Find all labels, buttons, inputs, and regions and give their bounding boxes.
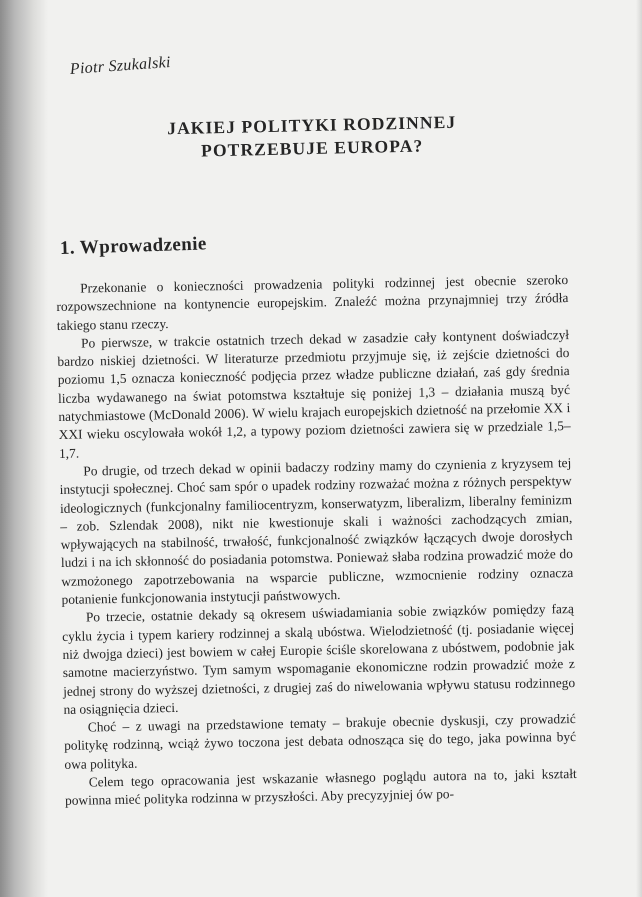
author-name: Piotr Szukalski — [69, 53, 172, 78]
article-title — [82, 109, 543, 165]
section-heading: 1. Wprowadzenie — [59, 233, 207, 259]
body-text — [56, 271, 577, 810]
title-line-2: POTRZEBUJE EUROPA? — [200, 135, 424, 161]
paragraph: Choć – z uwagi na przedstawione tematy – brakuje obecnie dyskusji, czy prowadzić politykę rodzinną, wciąż żywo toczona jest debata odnosząca się do tego, jaka powinna być owa polityka. — [64, 711, 577, 772]
paragraph: Po drugie, od trzech dekad w opinii badaczy rodziny mamy do czynienia z kryzysem tej instytucji społecznej. Choć sam spór o upadek rodziny rozważać można z różnych perspektyw ideologicznych (funkcjonalny familiocentryzm, konserwatyzm, liberalizm, liberalny feminizm – zob. Szlendak 2008), nikt nie kwestionuje skali i ważności zachodzących zmian, wpływających na stabilność, trwałość, funkcjonalność związków łączących dwoje dorosłych ludzi i na ich skłonność do posiadania potomstwa. Ponieważ słaba rodzina prowadzić może do wzmożonego zapotrzebowania na wsparcie publiczne, wzmocnienie rodziny oznacza potanienie funkcjonowania instytucji państwowych. — [59, 455, 574, 607]
paragraph: Po pierwsze, w trakcie ostatnich trzech dekad w zasadzie cały kontynent doświadczył bardzo niskiej dzietności. W literaturze przedmiotu przyjmuje się, iż zejście dzietności do poziomu 1,5 oznacza konieczność podjęcia przez władze publiczne działań, zaś gdy średnia liczba wydawanego na świat potomstwa kształtuje się poniżej 1,3 – działania muszą być natychmiastowe (McDonald 2006). W wielu krajach europejskich dzietność na przełomie XX i XXI wieku oscylowała wokół 1,2, a typowy poziom dzietności zawiera się w przedziale 1,5–1,7. — [57, 326, 571, 461]
paragraph: Przekonanie o konieczności prowadzenia polityki rodzinnej jest obecnie szeroko rozpowszechnione na kontynencie europejskim. Znaleźć można przynajmniej trzy źródła takiego stanu rzeczy. — [56, 272, 569, 333]
title-line-1: JAKIEJ POLITYKI RODZINNEJ — [166, 111, 457, 139]
paragraph: Celem tego opracowania jest wskazanie własnego poglądu autora na to, jaki kształt powinna mieć polityka rodzinna w przyszłości. Aby precyzyjniej ów po- — [64, 766, 577, 809]
paragraph: Po trzecie, ostatnie dekady są okresem uświadamiania sobie związków pomiędzy fazą cyklu życia i typem kariery rodzinnej a skalą ubóstwa. Wielodzietność (tj. posiadanie więcej niż dwojga dzieci) jest bowiem w całej Europie ściśle skorelowana z ubóstwem, podobnie jak samotne macierzyństwo. Tym samym wspomaganie ekonomiczne rodzin prowadzić może z jednej strony do wyższej dzietności, z drugiej zaś do niwelowania wpływu statusu rodzinnego na osiągnięcia dzieci. — [62, 601, 576, 717]
page-edge — [636, 0, 642, 897]
binding-shadow — [0, 0, 48, 897]
